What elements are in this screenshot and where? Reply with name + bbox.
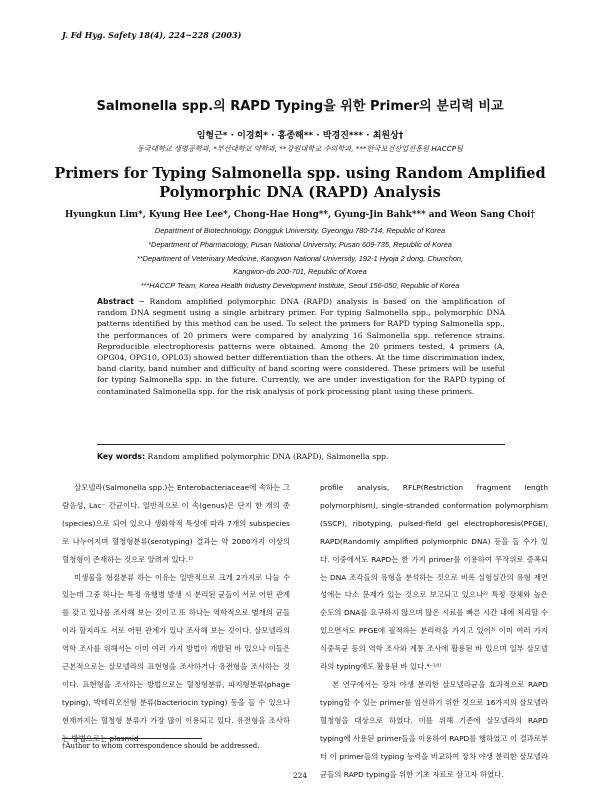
korean-affiliations: 동국대학교 생명공학과, *부산대학교 약학과, **강원대학교 수의학과, ***한국보건산업진흥원 HACCP팀	[136, 144, 463, 153]
body-paragraph: profile analysis, RFLP(Restriction fragment length polymorphism), single-stranded conformation polymorphism (SSCP), ribotyping, pulsed-field gel electrophoresis(PFGE), RAPD(Randomly amplified polymorphic DNA) 등을 들 수가 있다. 이중에서도 RAPD는 한 가지 primer를 이용하여 무작위로 증폭되는 DNA 조각들의 유형을 분석하는 것으로 비록 실험실간의 유형 재연성에는 다소 문제가 있는 것으로 보고되고 있으나²⁾ 특정 장체와 높은 순도의 DNA를 요구하지 않으며 많은 시료를 빠른 시간 내에 처리할 수 있으면서도 PFGE에 필적하는 분리력을 가지고 있어³⁾ 이미 여러 가지 식중독균 등의 역학 조사와 계통 조사에 활용된 바 있으며 일부 살모넬라의 typing에도 활용된 바 있다.⁴⁻¹⁰⁾	[320, 483, 548, 672]
journal-citation: J. Fd Hyg. Safety 18(4), 224~228 (2003)	[62, 30, 242, 40]
body-paragraph: 본 연구에서는 장차 야생 분리한 살모넬라균을 효과적으로 RAPD typing할 수 있는 primer를 엄선하기 위한 것으로 16가지의 살모넬라 혈청형을 대상으로 하였다. 이를 위해 기존에 살모넬라의 RAPD typing에 사용된 primer들을 이용하여 RAPD를 행하였고 이 결과로부터 이 primer들의 typing 능력을 비교하여 장차 야생 분리한 살모넬라균들의 RAPD typing을 위한 기초 자료로 삼고자 하였다.	[320, 679, 548, 779]
english-authors: Hyungkun Lim*, Kyung Hee Lee*, Chong-Hae Hong**, Gyung-Jin Bahk*** and Weon Sang Choi†	[64, 210, 536, 220]
keywords-label: Key words:	[97, 452, 146, 461]
abstract-label: Abstract	[97, 297, 134, 306]
abstract-divider	[97, 444, 505, 445]
english-title	[0, 164, 600, 202]
korean-authors: 임형근* · 이경희* · 홍종해** · 박경진*** · 최원상†	[196, 131, 404, 141]
affiliation-1: Department of Biotechnology, Dongguk University, Gyeongju 780-714, Republic of Korea	[154, 226, 446, 235]
affiliation-3-cont: Kangwon-do 200-701, Republic of Korea	[233, 267, 367, 276]
keywords-text: Random amplified polymorphic DNA (RAPD), Salmonella spp.	[147, 452, 389, 461]
page-number: 224	[292, 771, 308, 780]
footnote: †Author to whom correspondence should be addressed.	[62, 742, 260, 750]
affiliation-4: ***HACCP Team, Korea Health Industry Development Institute, Seoul 156-050, Republic of Korea	[140, 281, 460, 290]
abstract-text: − Random amplified polymorphic DNA (RAPD) analysis is based on the amplification of random DNA segment using a single arbitrary primer. For typing Salmonella spp., polymorphic DNA patterns identified by this method can be used. To select the primers for RAPD typing Salmonella spp., the performances of 20 primers were compared by analyzing 16 Salmonella spp. reference strains. Reproducible electrophoresis patterns were obtained. Among the 20 primers tested, 4 primers (A, OPG04, OPG10, OPL03) showed better differentiation than the others. At the time discrimination index, band clarity, band number and difficulty of band scoring were considered. These primers will be useful for typing Salmonella spp. in the future. Currently, we are under investigation for the RAPD typing of contaminated Salmonella spp. for the risk analysis of pork processing plant using these primers.	[97, 297, 505, 396]
abstract	[97, 296, 505, 397]
footnote-divider	[62, 738, 202, 739]
affiliation-2: *Department of Pharmacology, Pusan National University, Pusan 609-735, Republic of Korea	[148, 240, 452, 249]
body-column-left	[62, 479, 290, 748]
keywords	[97, 452, 517, 461]
korean-title: Salmonella spp.의 RAPD Typing을 위한 Primer의 분리력 비교	[96, 99, 504, 114]
body-column-right	[320, 479, 548, 783]
body-paragraph: 살모넬라(Salmonella spp.)는 Enterobacteriaceae에 속하는 그람음성, Lac⁻ 간균이다. 일반적으로 이 속(genus)은 단지 한 개의 종(species)으로 되어 있으나 생화학적 특성에 따라 7개의 subspecies로 나누어지며 혈청형분류(serotyping) 결과는 약 2000가지 이상의 혈청형이 존재하는 것으로 알려져 있다.¹⁾	[62, 483, 290, 564]
english-title-line1: Primers for Typing Salmonella spp. using Random Amplified	[54, 165, 546, 182]
body-paragraph: 미생물을 형질분류 하는 이유는 일반적으로 크게 2가지로 나눌 수 있는데 그중 하나는 특정 유행병 발생 시 분리된 균들이 서로 어떤 관계를 갖고 있나를 조사해 보는 것이고 또 하나는 역학적으로 별개의 균들이라 할지라도 서로 어떤 관계가 있나 조사해 보는 것이다. 살모넬라의 역학 조사를 위해서는 이미 여러 가지 방법이 개발된 바 있으나 이들은 근본적으로는 살모넬라의 표현형을 조사하거나 유전형을 조사하는 것이다. 표현형을 조사하는 방법으로는 혈청형분류, 파지형분류(phage typing), 박테리오신형 분류(bacteriocin typing) 등을 들 수 있으나 현재까지는 혈청형 분류가 가장 많이 이용되고 있다. 유전형을 조사하는 방법으로는 plasmid	[62, 572, 290, 743]
affiliation-3: **Department of Veterinary Medicine, Kangwon National University, 192-1 Hyoja 2 dong, Chunchon,	[136, 254, 464, 263]
english-title-line2: Polymorphic DNA (RAPD) Analysis	[159, 184, 441, 201]
